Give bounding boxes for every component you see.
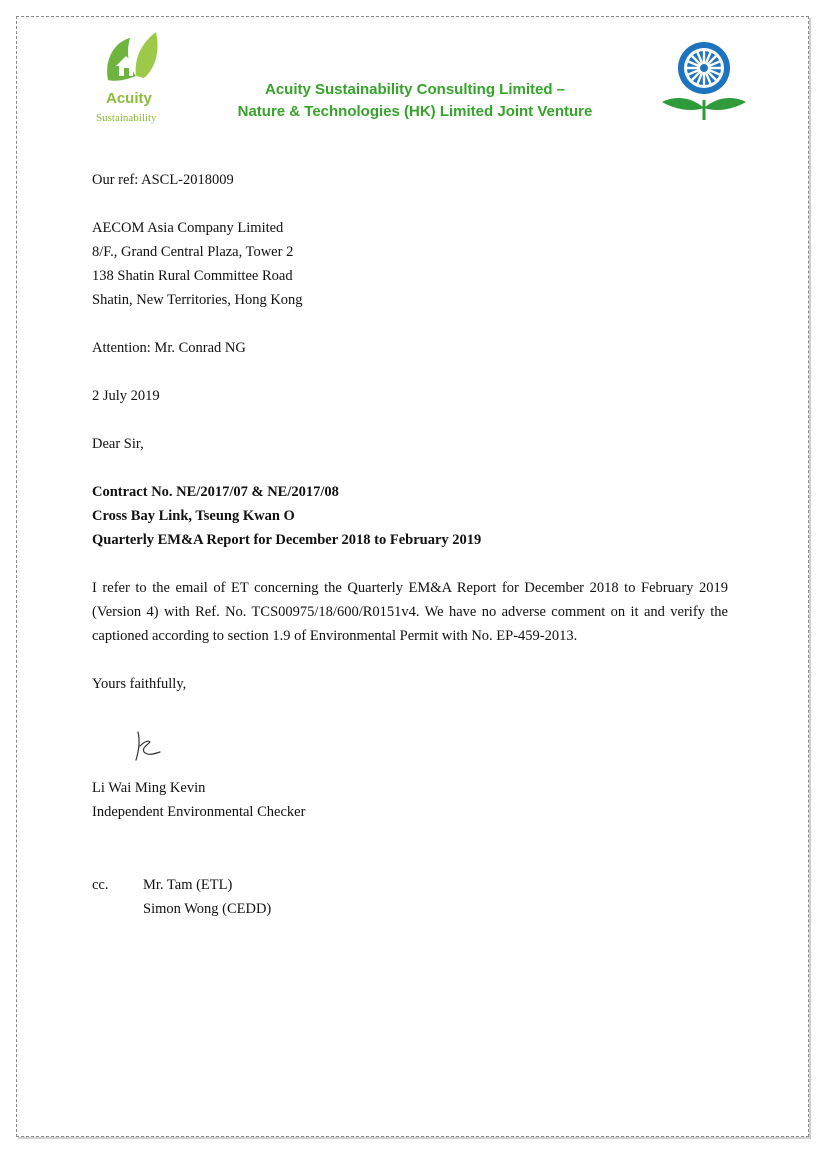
salutation: Dear Sir, [92,436,144,452]
logo-name: Acuity [106,90,152,107]
subject-line: Contract No. NE/2017/07 & NE/2017/08 [92,484,339,500]
our-reference: Our ref: ASCL-2018009 [92,172,234,188]
nature-technologies-logo [660,38,748,122]
signatory-title: Independent Environmental Checker [92,804,306,820]
address-line: 8/F., Grand Central Plaza, Tower 2 [92,244,294,260]
address-line: Shatin, New Territories, Hong Kong [92,292,303,308]
body-paragraph: I refer to the email of ET concerning the Quarterly EM&A Report for December 2018 to February 2019 (Version 4) with Ref. No. TCS00975/18/600/R0151v4. We have no adverse comment on it and verify the captioned according to section 1.9 of Environmental Permit with No. EP-459-2013. [92,580,728,644]
cc-label: cc. [92,877,109,893]
acuity-logo [92,30,176,130]
signatory-name: Li Wai Ming Kevin [92,780,206,796]
subject-line: Cross Bay Link, Tseung Kwan O [92,508,295,524]
address-line: AECOM Asia Company Limited [92,220,284,236]
cc-recipient: Mr. Tam (ETL) [143,877,233,893]
cc-recipient: Simon Wong (CEDD) [143,901,272,917]
address-line: 138 Shatin Rural Committee Road [92,268,293,284]
company-header [200,79,630,123]
logo-subtitle: Sustainability [96,112,157,124]
leaf-house-icon [100,30,164,88]
header-line-2: Nature & Technologies (HK) Limited Joint Venture [237,103,593,120]
subject-line: Quarterly EM&A Report for December 2018 to February 2019 [92,532,482,548]
signature [130,728,170,764]
header-line-1: Acuity Sustainability Consulting Limited – [264,81,566,98]
flower-wheel-icon [660,38,748,122]
cc-list [143,873,271,921]
letter-date: 2 July 2019 [92,388,160,404]
attention-line: Attention: Mr. Conrad NG [92,340,246,356]
closing: Yours faithfully, [92,676,187,692]
